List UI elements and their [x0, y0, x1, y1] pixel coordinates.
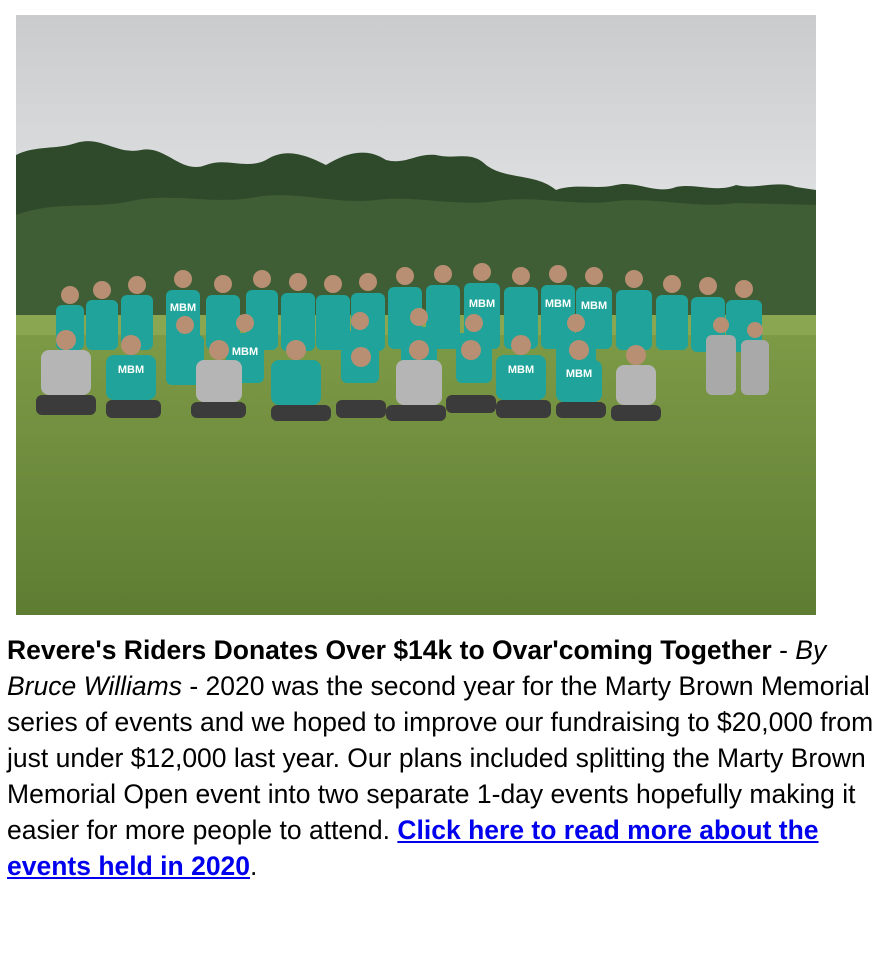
shirt-logo-text: MBM: [117, 364, 145, 376]
shirt-logo-text: MBM: [565, 368, 593, 380]
separator: -: [181, 671, 206, 701]
read-more-link[interactable]: Click here to read more about the events held in 2020: [7, 815, 819, 881]
shirt-logo-text: MBM: [507, 364, 535, 376]
shirt-logo-text: MBM: [544, 298, 572, 310]
group-photo-drawing: [16, 15, 816, 615]
shirt-logo-text: MBM: [169, 302, 197, 314]
shirt-logo-text: MBM: [231, 346, 259, 358]
article-byline: By Bruce Williams: [7, 635, 827, 701]
shirt-logo-text: MBM: [468, 298, 496, 310]
article-headline: Revere's Riders Donates Over $14k to Ovar'coming Together: [7, 635, 772, 665]
article-body: 2020 was the second year for the Marty Brown Memorial series of events and we hoped to improve our fundraising to $20,000 from just under $12,000 last year. Our plans included splitting the Marty Brown Memorial Open event into two separate 1-day events hopefully making it easier for more people to attend.: [7, 671, 874, 845]
article-paragraph: [7, 632, 885, 884]
shirt-logo-text: MBM: [580, 300, 608, 312]
separator: -: [771, 635, 796, 665]
trailing-period: .: [250, 851, 258, 881]
group-photo: [16, 15, 816, 615]
